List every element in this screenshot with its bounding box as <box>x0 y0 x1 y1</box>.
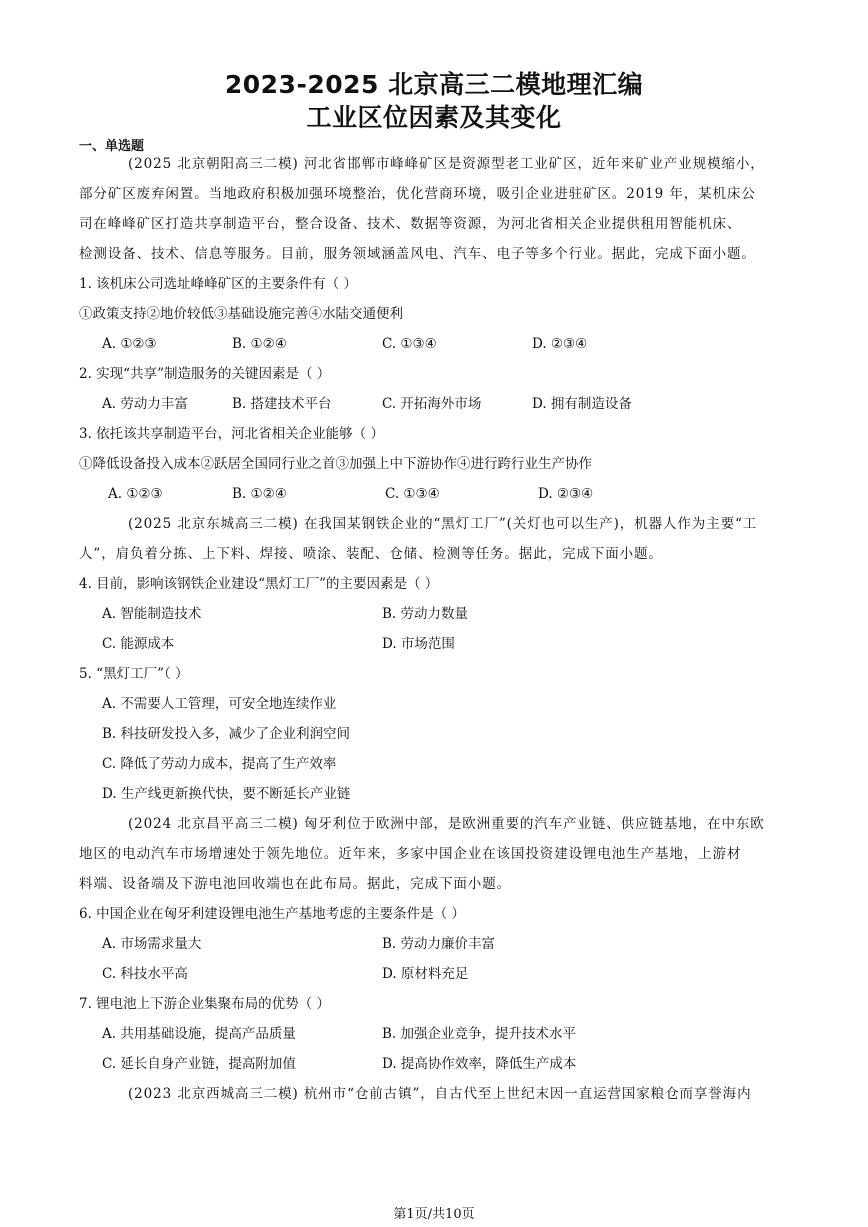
option-6b: B. 劳动力廉价丰富 <box>382 936 496 952</box>
option-2c: C. 开拓海外市场 <box>382 396 482 412</box>
option-7a: A. 共用基础设施，提高产品质量 <box>102 1026 296 1042</box>
option-4b: B. 劳动力数量 <box>382 606 469 622</box>
option-3d: D. ②③④ <box>538 486 594 502</box>
option-3c: C. ①③④ <box>385 486 440 502</box>
option-4d: D. 市场范围 <box>382 636 455 652</box>
question-stem-3: 3. 依托该共享制造平台，河北省相关企业能够（ ） <box>79 426 384 442</box>
option-6a: A. 市场需求量大 <box>102 936 202 952</box>
option-5c: C. 降低了劳动力成本，提高了生产效率 <box>102 756 337 772</box>
intro-paragraph-line: (2023 北京西城高三二模) 杭州市“仓前古镇”，自古代至上世纪末因一直运营国家粮仓而享誉海内 <box>128 1086 752 1102</box>
option-1a: A. ①②③ <box>102 336 157 352</box>
page-number-footer: 第1页/共10页 <box>393 1207 475 1222</box>
intro-paragraph-line: (2024 北京昌平高三二模) 匈牙利位于欧洲中部，是欧洲重要的汽车产业链、供应链基地，在中东欧 <box>128 816 765 832</box>
option-3b: B. ①②④ <box>232 486 287 502</box>
option-6c: C. 科技水平高 <box>102 966 188 982</box>
question-stem-1: 1. 该机床公司选址峰峰矿区的主要条件有（ ） <box>79 276 357 292</box>
question-stem-6: 6. 中国企业在匈牙利建设锂电池生产基地考虑的主要条件是（ ） <box>79 906 465 922</box>
question-stem-2: 2. 实现“共享”制造服务的关键因素是（ ） <box>79 366 331 382</box>
question-stem-4: 4. 目前，影响该钢铁企业建设“黑灯工厂”的主要因素是（ ） <box>79 576 439 592</box>
option-4a: A. 智能制造技术 <box>102 606 202 622</box>
intro-paragraph-line: (2025 北京朝阳高三二模) 河北省邯郸市峰峰矿区是资源型老工业矿区，近年来矿业产业规模缩小， <box>128 156 765 172</box>
intro-paragraph-line: (2025 北京东城高三二模) 在我国某钢铁企业的“黑灯工厂”(关灯也可以生产)，机器人作为主要“工 <box>128 516 758 532</box>
option-5b: B. 科技研发投入多，减少了企业利润空间 <box>102 726 351 742</box>
option-5d: D. 生产线更新换代快，要不断延长产业链 <box>102 786 351 802</box>
intro-paragraph-line: 地区的电动汽车市场增速处于领先地位。近年来，多家中国企业在该国投资建设锂电池生产基地，上游材 <box>79 846 742 862</box>
option-7d: D. 提高协作效率，降低生产成本 <box>382 1056 577 1072</box>
option-5a: A. 不需要人工管理，可安全地连续作业 <box>102 696 337 712</box>
option-7c: C. 延长自身产业链，提高附加值 <box>102 1056 296 1072</box>
option-1c: C. ①③④ <box>382 336 437 352</box>
option-1b: B. ①②④ <box>232 336 287 352</box>
document-title-line1: 2023-2025 北京高三二模地理汇编 <box>224 70 644 99</box>
option-3a: A. ①②③ <box>108 486 163 502</box>
section-heading: 一、单选题 <box>79 139 145 154</box>
document-title-line2: 工业区位因素及其变化 <box>306 103 562 132</box>
intro-paragraph-line: 司在峰峰矿区打造共享制造平台，整合设备、技术、数据等资源，为河北省相关企业提供租用智能机床、 <box>79 216 742 232</box>
option-6d: D. 原材料充足 <box>382 966 469 982</box>
option-4c: C. 能源成本 <box>102 636 175 652</box>
question-stem-7: 7. 锂电池上下游企业集聚布局的优势（ ） <box>79 996 330 1012</box>
option-2a: A. 劳动力丰富 <box>102 396 188 412</box>
intro-paragraph-line: 料端、设备端及下游电池回收端也在此布局。据此，完成下面小题。 <box>79 876 511 892</box>
intro-paragraph-line: 人”，肩负着分拣、上下料、焊接、喷涂、装配、仓储、检测等任务。据此，完成下面小题。 <box>79 546 663 562</box>
question-stem-5: 5. “黑灯工厂”（ ） <box>79 666 189 682</box>
intro-paragraph-line: 部分矿区废弃闲置。当地政府积极加强环境整治，优化营商环境，吸引企业进驻矿区。2019 年，某机床公 <box>79 186 756 202</box>
question-statements-1: ①政策支持②地价较低③基础设施完善④水陆交通便利 <box>79 306 403 322</box>
option-1d: D. ②③④ <box>532 336 588 352</box>
option-2b: B. 搭建技术平台 <box>232 396 332 412</box>
question-statements-3: ①降低设备投入成本②跃居全国同行业之首③加强上中下游协作④进行跨行业生产协作 <box>79 456 592 472</box>
option-7b: B. 加强企业竞争，提升技术水平 <box>382 1026 577 1042</box>
intro-paragraph-line: 检测设备、技术、信息等服务。目前，服务领域涵盖风电、汽车、电子等多个行业。据此，完成下面小题。 <box>79 246 756 262</box>
option-2d: D. 拥有制造设备 <box>532 396 632 412</box>
